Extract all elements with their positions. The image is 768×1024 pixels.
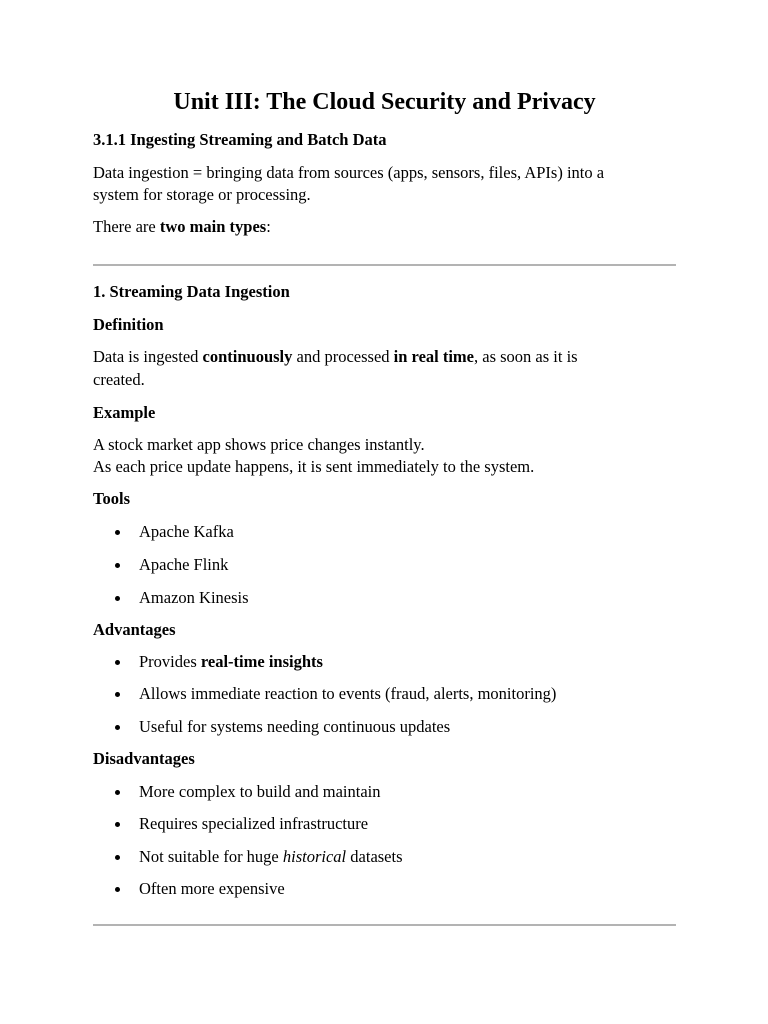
disadvantage-4: Often more expensive (139, 879, 285, 898)
bullet-icon (115, 822, 120, 827)
bullet-icon (115, 855, 120, 860)
example-line-1: A stock market app shows price changes instantly. (93, 435, 425, 454)
disadvantage-2: Requires specialized infrastructure (139, 814, 369, 833)
advantage-1 (139, 651, 323, 673)
disadvantage-3-pre: Not suitable for huge (139, 847, 283, 866)
advantage-3: Useful for systems needing continuous updates (139, 717, 451, 736)
bullet-icon (115, 790, 120, 795)
horizontal-rule (93, 924, 676, 926)
definition-mid: and processed (292, 347, 394, 366)
tools-heading: Tools (93, 489, 130, 508)
intro-line-1: Data ingestion = bringing data from sources (apps, sensors, files, APIs) into a (93, 163, 605, 182)
section-heading: 3.1.1 Ingesting Streaming and Batch Data (93, 130, 387, 149)
bullet-icon (115, 563, 120, 568)
definition-post: , as soon as it is (474, 347, 578, 366)
bullet-icon (115, 692, 120, 697)
bullet-icon (115, 725, 120, 730)
advantage-1-bold: real-time insights (200, 652, 323, 671)
types-line (93, 216, 271, 238)
advantage-2: Allows immediate reaction to events (fraud, alerts, monitoring) (139, 684, 557, 703)
types-line-post: : (266, 217, 271, 236)
bullet-icon (115, 660, 120, 665)
bullet-icon (115, 887, 120, 892)
horizontal-rule (93, 264, 676, 266)
definition-pre: Data is ingested (93, 347, 203, 366)
disadvantage-3-post: datasets (346, 847, 403, 866)
definition-heading: Definition (93, 315, 164, 334)
types-line-pre: There are (93, 217, 160, 236)
types-line-bold: two main types (159, 217, 267, 236)
tool-kafka: Apache Kafka (139, 522, 234, 541)
disadvantage-3 (139, 846, 403, 868)
tool-kinesis: Amazon Kinesis (139, 588, 249, 607)
disadvantages-heading: Disadvantages (93, 749, 195, 768)
definition-bold-real-time: in real time (393, 347, 474, 366)
streaming-heading: 1. Streaming Data Ingestion (93, 282, 290, 301)
disadvantage-3-italic: historical (282, 847, 347, 866)
example-line-2: As each price update happens, it is sent immediately to the system. (93, 457, 535, 476)
intro-line-2: system for storage or processing. (93, 185, 311, 204)
bullet-icon (115, 530, 120, 535)
definition-line-2: created. (93, 370, 145, 389)
advantage-1-pre: Provides (139, 652, 201, 671)
advantages-heading: Advantages (93, 620, 176, 639)
document-title: Unit III: The Cloud Security and Privacy (173, 89, 596, 115)
disadvantage-1: More complex to build and maintain (139, 782, 381, 801)
example-heading: Example (93, 403, 156, 422)
bullet-icon (115, 596, 120, 601)
definition-line-1 (93, 346, 578, 368)
tool-flink: Apache Flink (139, 555, 229, 574)
definition-bold-continuously: continuously (202, 347, 293, 366)
